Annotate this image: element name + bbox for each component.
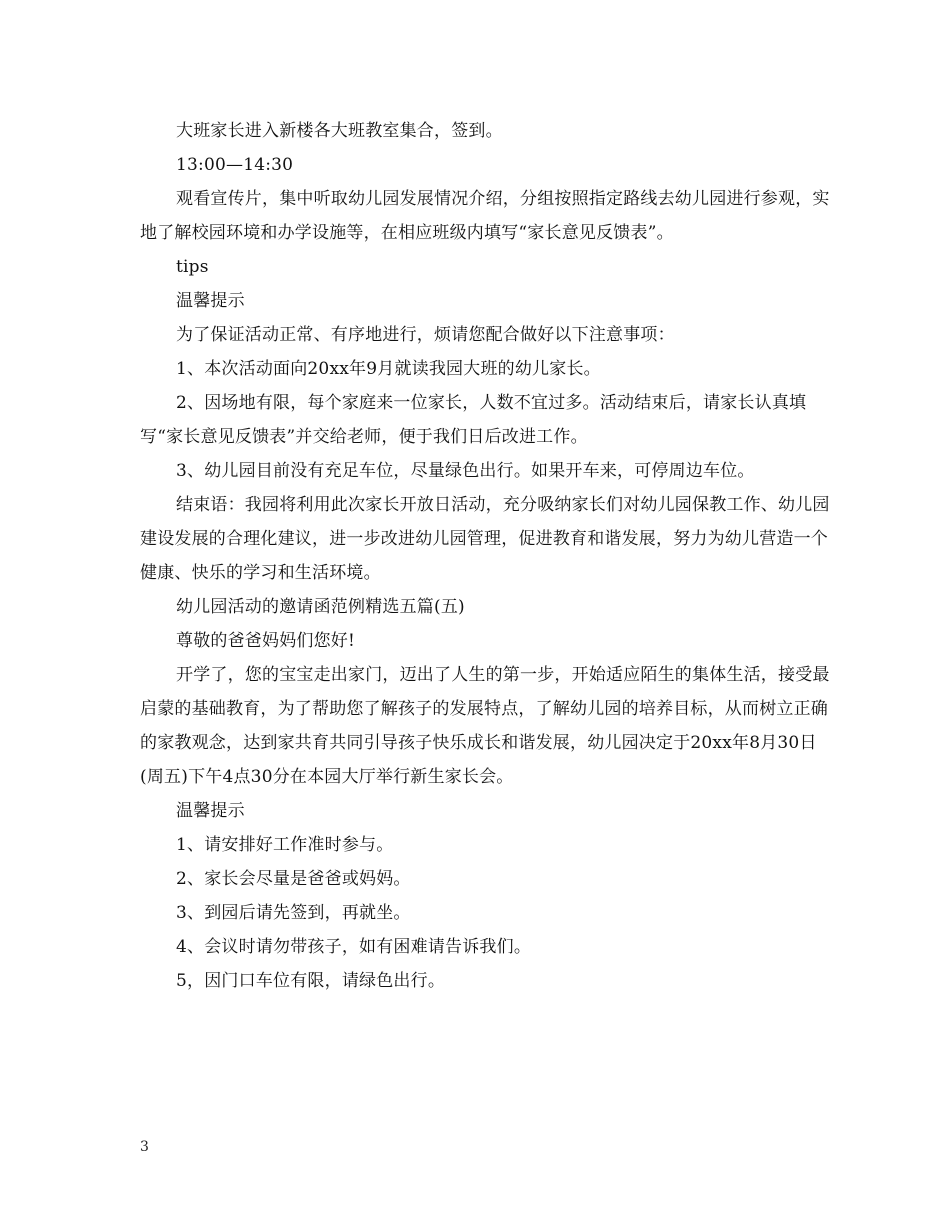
paragraph-reminder-5: 5，因门口车位有限，请绿色出行。	[176, 971, 446, 991]
paragraph-time: 13:00—14:30	[176, 155, 294, 175]
paragraph-closing: 结束语：我园将利用此次家长开放日活动，充分吸纳家长们对幼儿园保教工作、幼儿园建设发展的合理化建议，进一步改进幼儿园管理，促进教育和谐发展，努力为幼儿营造一个健康、快乐的学习和生活环境。	[140, 495, 830, 583]
paragraph-greeting: 尊敬的爸爸妈妈们您好!	[176, 631, 356, 651]
paragraph-warm-reminder-2: 温馨提示	[176, 801, 245, 821]
paragraph-notice-intro: 为了保证活动正常、有序地进行，烦请您配合做好以下注意事项：	[176, 325, 675, 345]
paragraph-invitation: 开学了，您的宝宝走出家门，迈出了人生的第一步，开始适应陌生的集体生活，接受最启蒙的基础教育，为了帮助您了解孩子的发展特点，了解幼儿园的培养目标，从而树立正确的家教观念，达到家共育共同引导孩子快乐成长和谐发展，幼儿园决定于20xx年8月30日(周五)下午4点30分在本园大厅举行新生家长会。	[140, 665, 830, 787]
paragraph-notice-2: 2、因场地有限，每个家庭来一位家长，人数不宜过多。活动结束后，请家长认真填写“家长意见反馈表”并交给老师，便于我们日后改进工作。	[140, 393, 807, 447]
paragraph-notice-1: 1、本次活动面向20xx年9月就读我园大班的幼儿家长。	[176, 359, 601, 379]
paragraph-reminder-3: 3、到园后请先签到，再就坐。	[176, 903, 411, 923]
paragraph-warm-reminder: 温馨提示	[176, 291, 245, 311]
paragraph-notice-3: 3、幼儿园目前没有充足车位，尽量绿色出行。如果开车来，可停周边车位。	[176, 461, 755, 481]
paragraph-visit: 观看宣传片，集中听取幼儿园发展情况介绍，分组按照指定路线去幼儿园进行参观，实地了解校园环境和办学设施等，在相应班级内填写“家长意见反馈表”。	[140, 189, 830, 243]
document-body	[140, 114, 830, 998]
page-number: 3	[140, 1139, 149, 1155]
paragraph-section-title: 幼儿园活动的邀请函范例精选五篇(五)	[176, 597, 465, 617]
paragraph-tips: tips	[176, 257, 209, 277]
paragraph-checkin: 大班家长进入新楼各大班教室集合，签到。	[176, 121, 503, 141]
paragraph-reminder-1: 1、请安排好工作准时参与。	[176, 835, 394, 855]
paragraph-reminder-4: 4、会议时请勿带孩子，如有困难请告诉我们。	[176, 937, 532, 957]
paragraph-reminder-2: 2、家长会尽量是爸爸或妈妈。	[176, 869, 411, 889]
